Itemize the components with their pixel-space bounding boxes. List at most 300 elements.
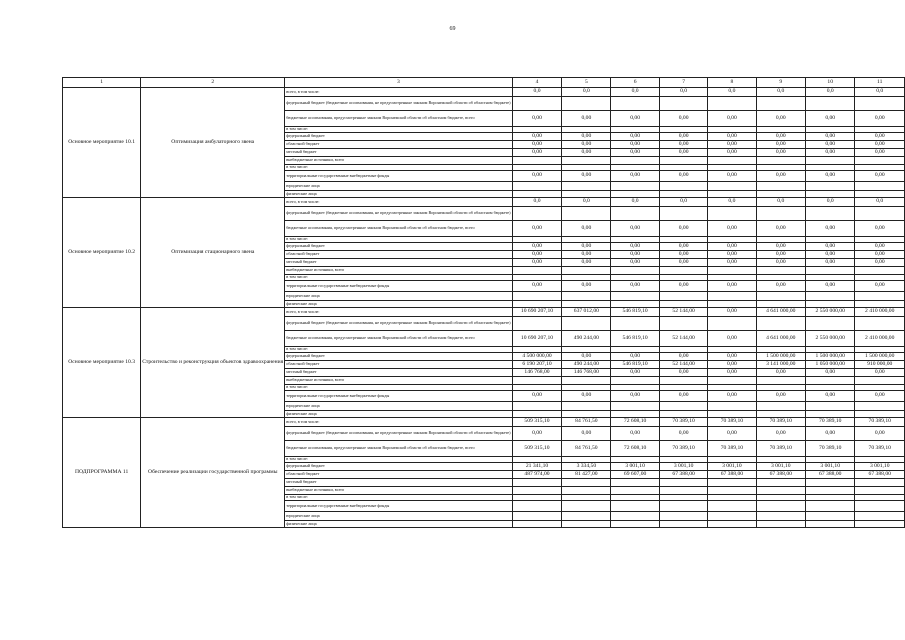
value-cell: 2 410 000,00 [855,331,905,347]
column-header: 7 [659,78,707,88]
value-cell: 0,00 [659,133,707,141]
value-cell [855,301,905,308]
value-cell: 1 500 000,00 [756,353,805,361]
value-cell [562,317,611,331]
value-cell: 0,00 [562,221,611,237]
value-cell [855,182,905,191]
value-cell: 0,00 [855,243,905,251]
value-cell: 0,00 [611,221,660,237]
value-cell: 146 768,00 [562,369,611,377]
value-cell [855,267,905,275]
value-cell: 0,00 [708,308,756,317]
value-cell: 70 389,10 [805,441,854,457]
value-cell [512,501,562,512]
column-header: 10 [805,78,854,88]
funding-source: юридические лица [285,182,512,191]
funding-source: федеральный бюджет [285,243,512,251]
value-cell [708,157,756,165]
value-cell: 0,00 [855,171,905,182]
value-cell: 0,00 [512,281,562,292]
value-cell: 0,00 [562,281,611,292]
value-cell [611,317,660,331]
funding-source: местный бюджет [285,149,512,157]
value-cell: 70 389,10 [756,418,805,427]
value-cell [512,402,562,411]
value-cell [805,501,854,512]
value-cell [611,207,660,221]
value-cell [611,157,660,165]
value-cell: 70 389,10 [855,441,905,457]
value-cell: 0,00 [805,133,854,141]
value-cell: 0,00 [611,243,660,251]
value-cell [611,377,660,385]
value-cell [512,479,562,487]
funding-source: в том числе: [285,385,512,391]
value-cell [855,487,905,495]
value-cell: 0,00 [512,391,562,402]
value-cell: 0,00 [659,391,707,402]
block-description: Оптимизация стационарного звена [141,198,285,308]
funding-source: физические лица [285,521,512,528]
value-cell: 0,00 [805,369,854,377]
value-cell [805,191,854,198]
value-cell: 0,0 [659,198,707,207]
value-cell: 0,00 [611,391,660,402]
value-cell: 0,00 [659,281,707,292]
value-cell [756,191,805,198]
value-cell [855,479,905,487]
value-cell: 0,00 [805,171,854,182]
value-cell [708,411,756,418]
value-cell [659,521,707,528]
value-cell: 21 341,10 [512,463,562,471]
value-cell: 1 050 000,00 [805,361,854,369]
value-cell [756,267,805,275]
value-cell [756,402,805,411]
value-cell: 67 388,00 [708,471,756,479]
funding-source: в том числе: [285,347,512,353]
value-cell: 0,00 [611,427,660,441]
value-cell: 0,00 [708,353,756,361]
column-header: 11 [855,78,905,88]
value-cell: 490 244,00 [562,361,611,369]
value-cell: 0,00 [855,427,905,441]
block-title: Основное мероприятие 10.1 [63,88,141,198]
value-cell [756,411,805,418]
funding-source: федеральный бюджет (бюджетные ассигнования, не предусмотренные законом Воронежской области об областном бюджете) [285,97,512,111]
value-cell: 0,00 [562,391,611,402]
column-header: 2 [141,78,285,88]
value-cell: 0,0 [611,88,660,97]
value-cell [512,97,562,111]
value-cell [512,377,562,385]
value-cell: 3 001,10 [805,463,854,471]
value-cell: 0,00 [512,149,562,157]
value-cell [855,501,905,512]
value-cell [708,521,756,528]
value-cell: 0,00 [708,331,756,347]
value-cell: 0,00 [659,353,707,361]
value-cell: 0,00 [512,427,562,441]
value-cell: 70 389,10 [805,418,854,427]
value-cell [512,182,562,191]
funding-source: внебюджетные источники, всего [285,377,512,385]
value-cell: 0,00 [512,259,562,267]
budget-table [62,77,905,528]
value-cell [708,301,756,308]
value-cell: 0,00 [805,281,854,292]
value-cell: 0,0 [512,88,562,97]
value-cell [659,157,707,165]
value-cell: 0,00 [708,111,756,127]
value-cell: 3 001,10 [855,463,905,471]
value-cell [756,207,805,221]
value-cell [805,292,854,301]
value-cell: 0,00 [659,251,707,259]
value-cell [708,267,756,275]
value-cell: 0,00 [756,391,805,402]
column-header: 9 [756,78,805,88]
value-cell [611,402,660,411]
value-cell [611,182,660,191]
value-cell: 0,00 [708,171,756,182]
value-cell: 0,00 [562,133,611,141]
value-cell: 0,0 [756,198,805,207]
value-cell: 0,00 [855,259,905,267]
value-cell [562,301,611,308]
value-cell: 0,00 [805,221,854,237]
value-cell: 546 819,10 [611,361,660,369]
value-cell: 0,00 [756,141,805,149]
funding-source: в том числе: [285,165,512,171]
value-cell [659,402,707,411]
funding-source: юридические лица [285,402,512,411]
funding-source: областной бюджет [285,251,512,259]
value-cell: 0,00 [805,259,854,267]
value-cell [805,267,854,275]
value-cell [855,402,905,411]
value-cell [659,479,707,487]
value-cell: 70 389,10 [708,418,756,427]
value-cell [562,501,611,512]
value-cell [659,301,707,308]
value-cell [805,207,854,221]
value-cell [512,267,562,275]
value-cell: 1 500 000,00 [805,353,854,361]
value-cell [611,97,660,111]
value-cell [756,521,805,528]
value-cell: 0,00 [562,141,611,149]
value-cell: 0,00 [708,259,756,267]
value-cell: 0,00 [708,243,756,251]
value-cell: 70 389,10 [756,441,805,457]
column-header: 6 [611,78,660,88]
funding-source: в том числе: [285,495,512,501]
value-cell [708,487,756,495]
value-cell: 0,00 [855,391,905,402]
value-cell: 0,00 [855,221,905,237]
value-cell: 0,00 [756,149,805,157]
value-cell [805,317,854,331]
value-cell [805,182,854,191]
value-cell [708,512,756,521]
value-cell [512,157,562,165]
funding-source: всего, в том числе: [285,88,512,97]
value-cell [512,487,562,495]
value-cell [611,501,660,512]
value-cell [659,207,707,221]
funding-source: в том числе: [285,237,512,243]
value-cell: 72 608,10 [611,441,660,457]
value-cell [659,182,707,191]
funding-source: физические лица [285,301,512,308]
value-cell: 0,00 [805,111,854,127]
value-cell: 0,00 [611,111,660,127]
value-cell [805,402,854,411]
value-cell [562,411,611,418]
value-cell [805,512,854,521]
value-cell: 0,0 [512,198,562,207]
value-cell: 0,00 [708,141,756,149]
value-cell: 52 144,00 [659,331,707,347]
value-cell [512,512,562,521]
value-cell: 0,00 [611,281,660,292]
value-cell: 0,00 [611,171,660,182]
value-cell: 3 141 000,00 [756,361,805,369]
value-cell [611,479,660,487]
value-cell [512,301,562,308]
value-cell: 509 315,10 [512,441,562,457]
value-cell [708,377,756,385]
value-cell: 0,00 [756,221,805,237]
value-cell: 4 641 000,00 [756,308,805,317]
funding-source: федеральный бюджет [285,353,512,361]
value-cell: 0,00 [611,141,660,149]
value-cell [562,479,611,487]
value-cell [659,512,707,521]
value-cell [659,267,707,275]
value-cell [756,317,805,331]
value-cell: 0,0 [659,88,707,97]
value-cell: 70 389,10 [708,441,756,457]
funding-source: областной бюджет [285,471,512,479]
value-cell [562,512,611,521]
value-cell: 0,00 [659,243,707,251]
funding-source: федеральный бюджет (бюджетные ассигнования, не предусмотренные законом Воронежской области об областном бюджете) [285,207,512,221]
funding-source: территориальные государственные внебюджетные фонды [285,501,512,512]
column-header: 3 [285,78,512,88]
value-cell [855,512,905,521]
funding-source: всего, в том числе: [285,308,512,317]
value-cell [512,521,562,528]
value-cell: 0,00 [708,369,756,377]
value-cell: 0,00 [756,171,805,182]
value-cell: 3 334,50 [562,463,611,471]
value-cell [611,487,660,495]
value-cell: 3 001,10 [611,463,660,471]
value-cell [562,267,611,275]
value-cell: 0,00 [659,149,707,157]
funding-source: территориальные государственные внебюджетные фонды [285,391,512,402]
value-cell [562,97,611,111]
funding-source: всего, в том числе: [285,418,512,427]
value-cell [855,377,905,385]
value-cell: 3 001,10 [659,463,707,471]
funding-source: бюджетные ассигнования, предусмотренные законом Воронежской области об областном бюджете, всего [285,111,512,127]
value-cell [708,479,756,487]
value-cell: 0,00 [659,111,707,127]
value-cell [562,487,611,495]
value-cell [708,207,756,221]
value-cell: 3 001,10 [756,463,805,471]
funding-source: федеральный бюджет (бюджетные ассигнования, не предусмотренные законом Воронежской области об областном бюджете) [285,427,512,441]
value-cell [855,411,905,418]
value-cell: 490 244,00 [562,331,611,347]
funding-source: территориальные государственные внебюджетные фонды [285,171,512,182]
value-cell: 0,00 [659,141,707,149]
value-cell [805,377,854,385]
value-cell [756,301,805,308]
value-cell: 0,00 [708,251,756,259]
value-cell [855,157,905,165]
value-cell: 0,00 [855,251,905,259]
value-cell [512,292,562,301]
value-cell: 0,00 [562,259,611,267]
value-cell: 487 974,00 [512,471,562,479]
value-cell: 0,0 [805,88,854,97]
table-row [63,308,905,317]
value-cell: 0,00 [708,391,756,402]
value-cell: 0,00 [855,369,905,377]
funding-source: бюджетные ассигнования, предусмотренные законом Воронежской области об областном бюджете, всего [285,441,512,457]
value-cell [805,157,854,165]
header-row [63,78,905,88]
value-cell: 0,00 [659,427,707,441]
value-cell [805,411,854,418]
value-cell [512,317,562,331]
value-cell: 0,00 [562,353,611,361]
value-cell: 0,00 [855,133,905,141]
value-cell: 2 550 000,00 [805,331,854,347]
value-cell: 0,00 [562,149,611,157]
value-cell [512,207,562,221]
value-cell: 10 690 207,10 [512,308,562,317]
value-cell [805,487,854,495]
value-cell: 70 389,10 [659,441,707,457]
value-cell [611,191,660,198]
value-cell: 72 608,10 [611,418,660,427]
value-cell: 67 388,00 [659,471,707,479]
value-cell [512,411,562,418]
value-cell: 0,00 [855,149,905,157]
value-cell: 6 190 207,10 [512,361,562,369]
value-cell: 0,0 [756,88,805,97]
value-cell: 0,00 [512,221,562,237]
value-cell: 637 012,00 [562,308,611,317]
value-cell: 0,00 [611,251,660,259]
value-cell: 0,00 [805,391,854,402]
funding-source: внебюджетные источники, всего [285,487,512,495]
value-cell [855,207,905,221]
value-cell [659,97,707,111]
value-cell [659,487,707,495]
value-cell [855,317,905,331]
value-cell [659,377,707,385]
value-cell: 67 388,00 [855,471,905,479]
value-cell [855,191,905,198]
value-cell: 2 410 000,00 [855,308,905,317]
value-cell [756,157,805,165]
column-header: 1 [63,78,141,88]
funding-source: в том числе: [285,127,512,133]
value-cell [562,207,611,221]
value-cell [708,191,756,198]
value-cell [756,487,805,495]
value-cell [855,521,905,528]
value-cell: 0,0 [708,198,756,207]
value-cell: 0,0 [855,88,905,97]
value-cell: 0,00 [855,141,905,149]
value-cell: 546 819,10 [611,331,660,347]
value-cell [855,292,905,301]
value-cell: 0,0 [611,198,660,207]
value-cell: 0,00 [855,111,905,127]
value-cell: 3 001,10 [708,463,756,471]
value-cell: 0,0 [805,198,854,207]
value-cell: 0,00 [512,141,562,149]
value-cell [708,292,756,301]
value-cell: 0,00 [659,369,707,377]
value-cell [512,191,562,198]
value-cell: 509 315,10 [512,418,562,427]
block-description: Строительство и реконструкция объектов здравоохранения [141,308,285,418]
value-cell: 0,00 [611,353,660,361]
value-cell: 0,00 [756,259,805,267]
value-cell: 0,00 [512,111,562,127]
value-cell [756,512,805,521]
table-row [63,88,905,97]
value-cell: 0,00 [512,243,562,251]
value-cell: 0,00 [805,251,854,259]
value-cell [708,97,756,111]
value-cell [708,501,756,512]
value-cell [659,411,707,418]
value-cell: 0,00 [756,281,805,292]
value-cell: 0,00 [512,251,562,259]
value-cell: 0,00 [659,221,707,237]
column-header: 5 [562,78,611,88]
value-cell [805,97,854,111]
block-title: Основное мероприятие 10.3 [63,308,141,418]
block-title: ПОДПРОГРАММА 11 [63,418,141,528]
value-cell [659,501,707,512]
table-row [63,418,905,427]
value-cell: 52 144,00 [659,308,707,317]
value-cell: 0,00 [708,281,756,292]
value-cell: 81 427,00 [562,471,611,479]
value-cell: 0,0 [562,88,611,97]
value-cell: 0,0 [855,198,905,207]
value-cell: 0,00 [659,171,707,182]
value-cell: 146 768,00 [512,369,562,377]
funding-source: местный бюджет [285,259,512,267]
value-cell [708,317,756,331]
value-cell [756,479,805,487]
funding-source: физические лица [285,411,512,418]
value-cell [611,512,660,521]
value-cell [611,411,660,418]
value-cell: 0,00 [756,133,805,141]
